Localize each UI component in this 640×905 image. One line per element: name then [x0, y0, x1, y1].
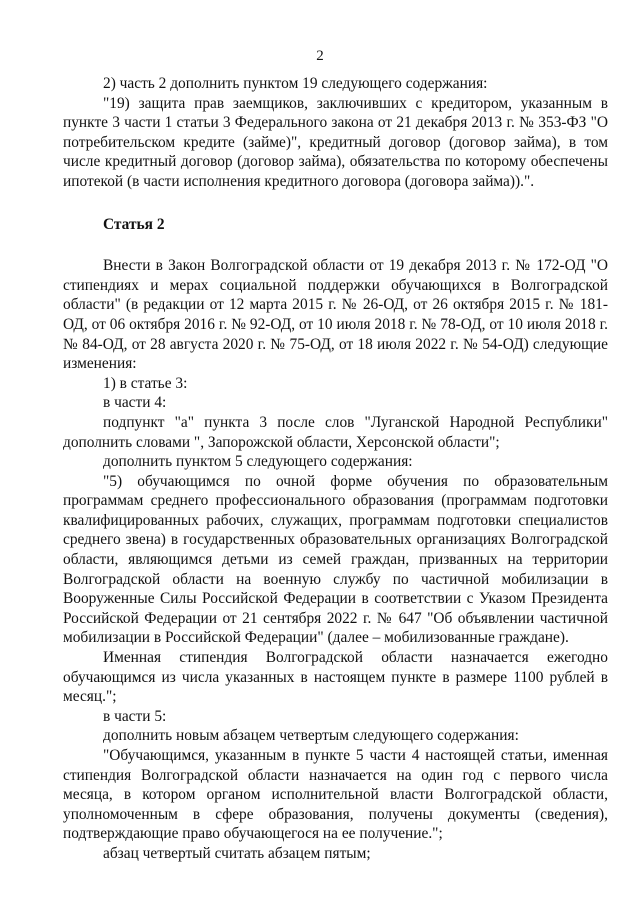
paragraph: абзац четвертый считать абзацем пятым; — [103, 844, 371, 862]
paragraph: 1) в статье 3: — [103, 374, 188, 392]
article-title: Статья 2 — [103, 215, 165, 233]
paragraph: дополнить пунктом 5 следующего содержания: — [103, 453, 413, 471]
paragraph: подпункт "а" пункта 3 после слов "Луганской Народной Республики" дополнить словами ", Запорожской области, Херсонской области"; — [63, 413, 608, 451]
document-body — [63, 74, 608, 864]
paragraph: 2) часть 2 дополнить пунктом 19 следующего содержания: — [103, 75, 488, 92]
page-number: 2 — [316, 48, 324, 64]
paragraph: Внести в Закон Волгоградской области от 19 декабря 2013 г. № 172-ОД "О стипендиях и мерах социальной поддержки обучающихся в Волгоградской области" (в редакции от 12 марта 2015 г. № 26-ОД, от 26 октября 2015 г. № 181-ОД, от 06 октября 2016 г. № 92-ОД, от 10 июля 2018 г. № 78-ОД, от 10 июля 2018 г. № 84-ОД, от 28 августа 2020 г. № 75-ОД, от 18 июля 2022 г. № 54-ОД) следующие изменения: — [63, 257, 608, 373]
paragraph: "Обучающимся, указанным в пункте 5 части 4 настоящей статьи, именная стипендия Волгоградской области назначается на один год с первого числа месяца, в котором органом исполнительной власти Волгоградской области, уполномоченным в сфере образования, получены документы (сведения), подтверждающие право обучающегося на ее получение."; — [63, 747, 608, 843]
paragraph: Именная стипендия Волгоградской области назначается ежегодно обучающимся из числа указанных в настоящем пункте в размере 1100 рублей в месяц."; — [63, 649, 608, 706]
paragraph: в части 4: — [103, 394, 167, 412]
paragraph: "19) защита прав заемщиков, заключивших с кредитором, указанным в пункте 3 части 1 статьи 3 Федерального закона от 21 декабря 2013 г. № 353-ФЗ "О потребительском кредите (займе)", кредитный договор (договор займа), в том числе кредитный договор (договор займа), обязательства по которому обеспечены ипотекой (в части исполнения кредитного договора (договора займа)).". — [63, 94, 608, 190]
paragraph: дополнить новым абзацем четвертым следующего содержания: — [103, 727, 519, 745]
paragraph: в части 5: — [103, 707, 167, 725]
paragraph: "5) обучающимся по очной форме обучения по образовательным программам среднего профессионального образования (программам подготовки квалифицированных рабочих, служащих, программам подготовки специалистов среднего звена) в государственных образовательных организациях Волгоградской области, являющимся детьми из семей граждан, призванных на территории Волгоградской области на военную службу по частичной мобилизации в Вооруженные Силы Российской Федерации в соответствии с Указом Президента Российской Федерации от 21 сентября 2022 г. № 647 "Об объявлении частичной мобилизации в Российской Федерации" (далее – мобилизованные граждане). — [63, 472, 608, 647]
